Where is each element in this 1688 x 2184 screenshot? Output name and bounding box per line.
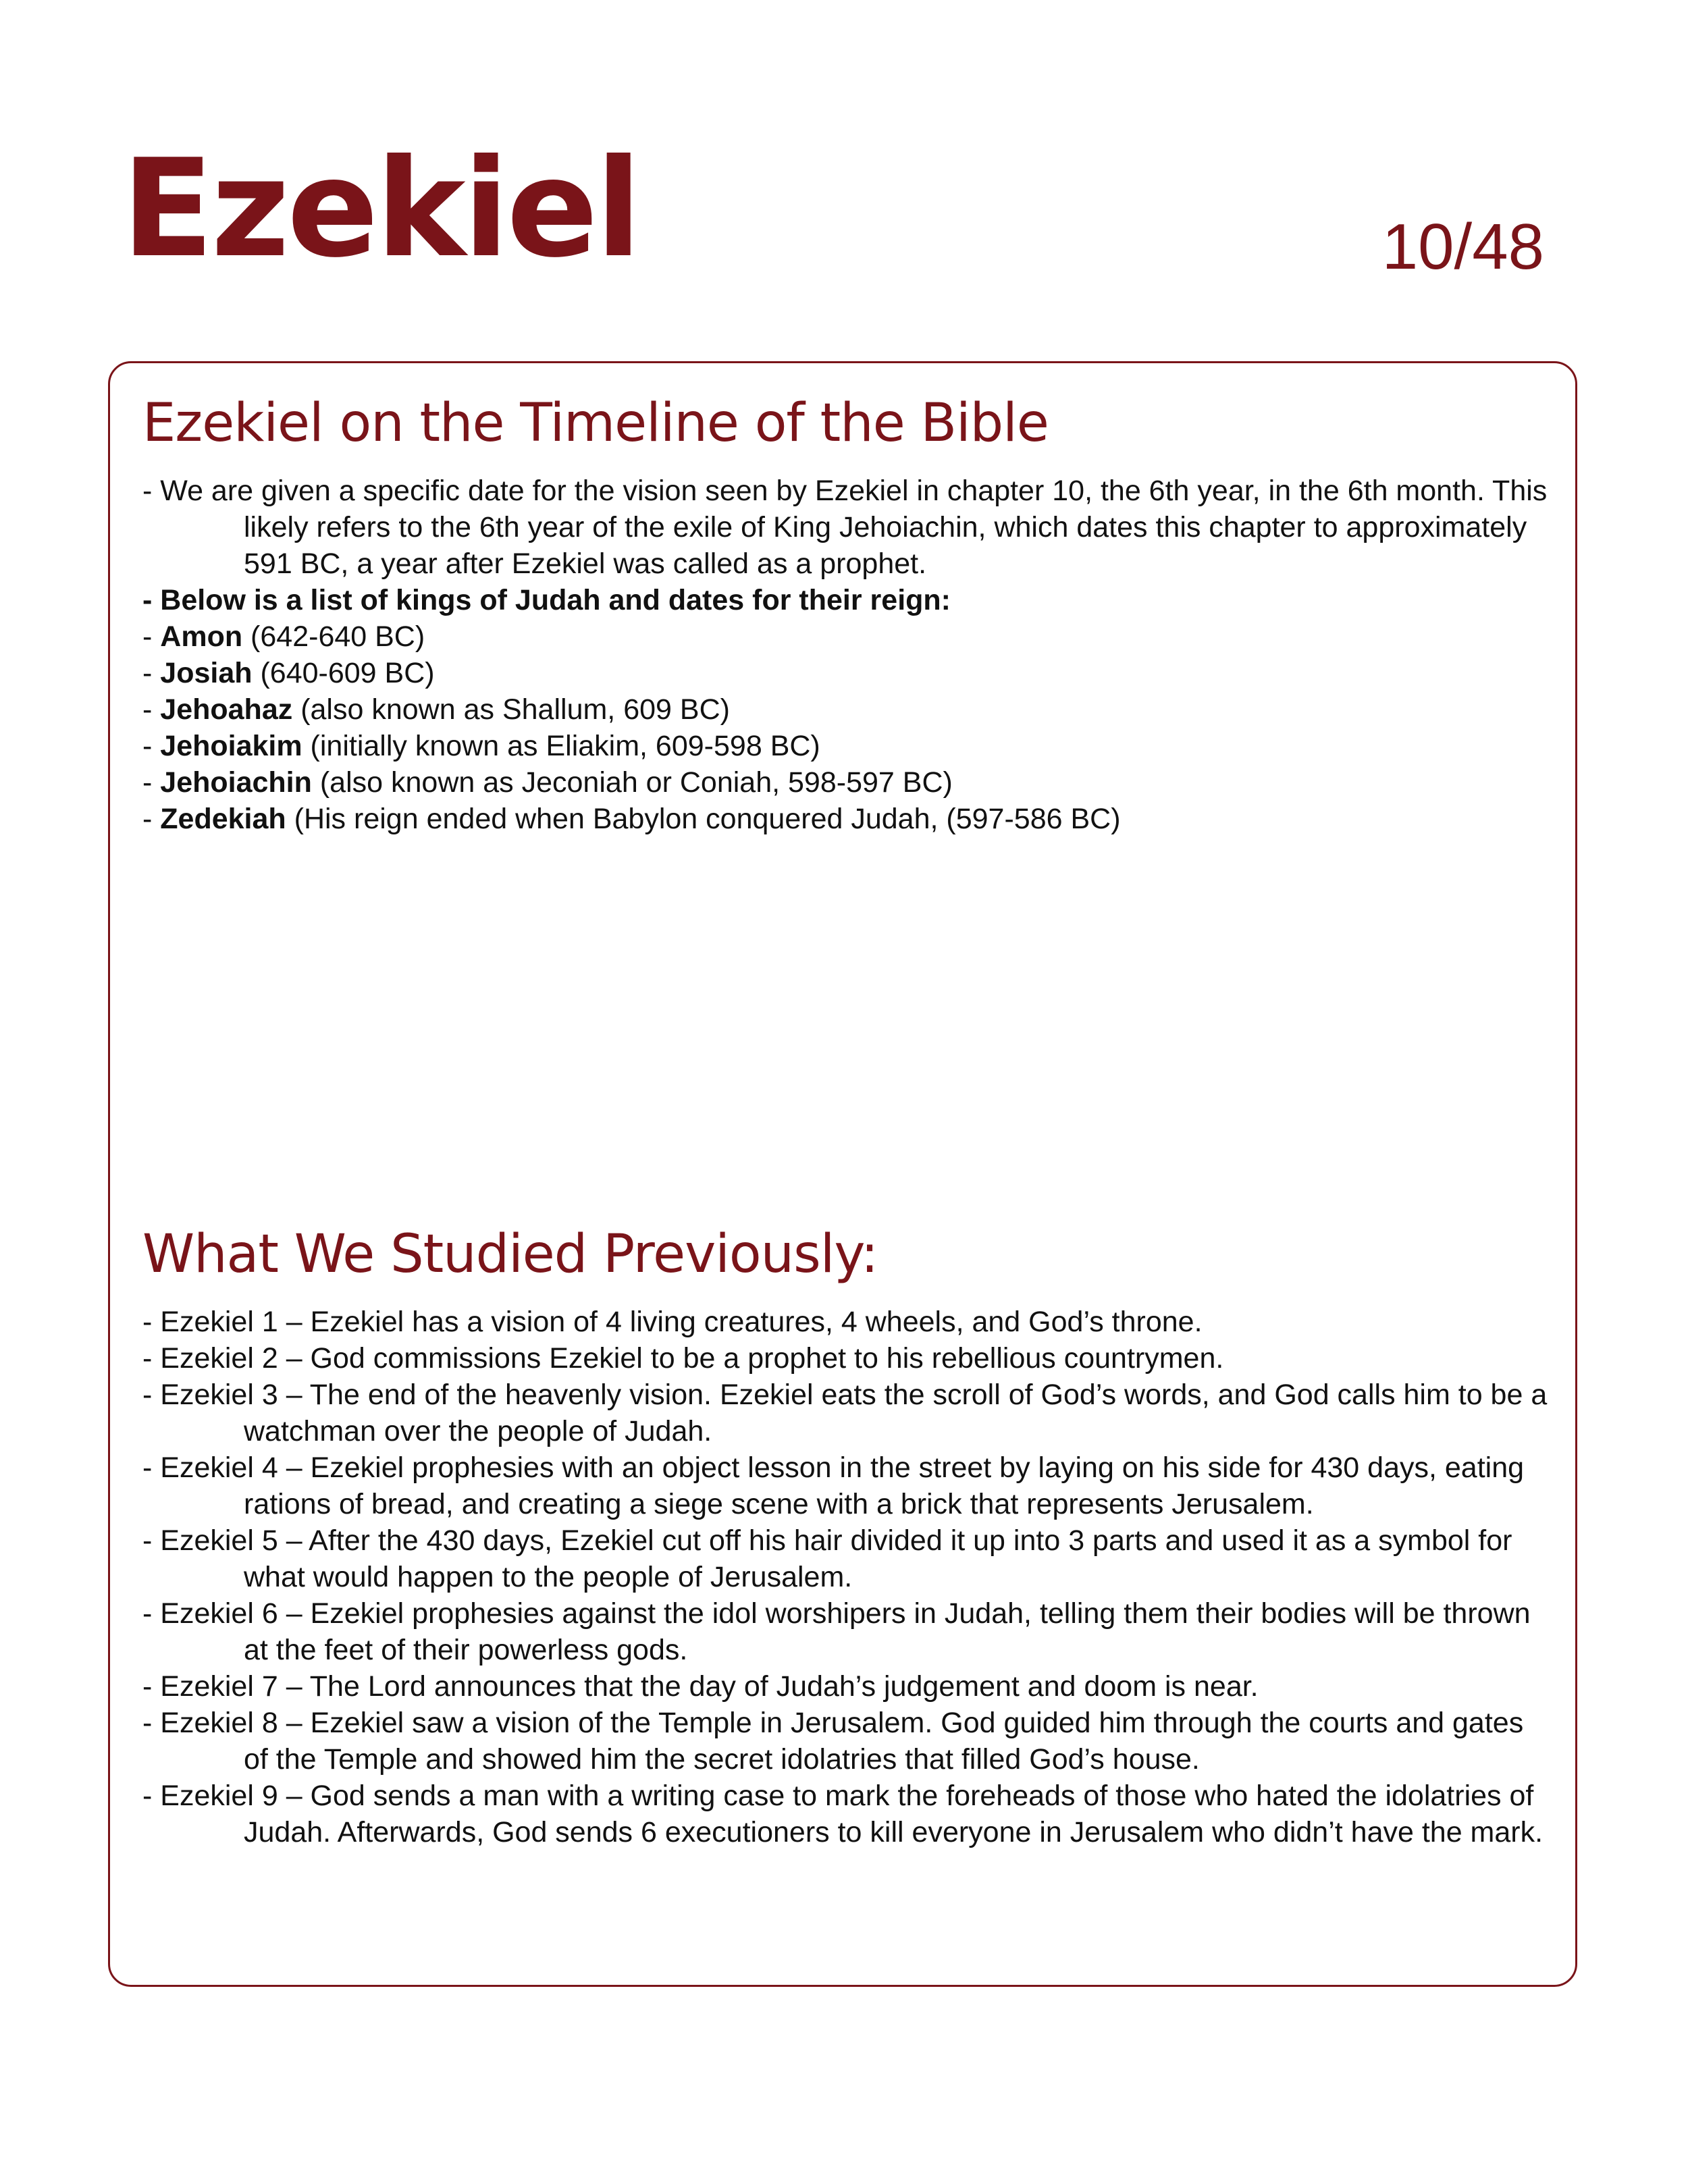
- king-name: Amon: [160, 620, 243, 653]
- king-detail: (640-609 BC): [252, 657, 435, 689]
- king-name: Jehoahaz: [160, 693, 293, 726]
- previous-item: - Ezekiel 9 – God sends a man with a writing case to mark the foreheads of those who hated the idolatries of Judah. Afterwards, God sends 6 executioners to kill everyone in Jerusalem who didn’t have the mark.: [142, 1780, 1544, 1848]
- king-detail: (initially known as Eliakim, 609-598 BC): [302, 730, 820, 762]
- king-prefix: -: [142, 657, 161, 689]
- previous-item: - Ezekiel 6 – Ezekiel prophesies against the idol worshipers in Judah, telling them their bodies will be thrown at the feet of their powerless gods.: [142, 1597, 1531, 1666]
- page-title: Ezekiel: [122, 130, 639, 288]
- previous-item: - Ezekiel 3 – The end of the heavenly vision. Ezekiel eats the scroll of God’s words, and God calls him to be a watchman over the people of Judah.: [142, 1379, 1548, 1447]
- previous-section: [142, 1217, 1548, 1850]
- content-box: [108, 361, 1577, 1987]
- king-item: [142, 691, 1548, 728]
- king-name: Jehoiakim: [160, 730, 302, 762]
- timeline-heading: Ezekiel on the Timeline of the Bible: [142, 393, 1049, 454]
- king-item: [142, 801, 1548, 837]
- previous-item: - Ezekiel 8 – Ezekiel saw a vision of the Temple in Jerusalem. God guided him through the courts and gates of the Temple and showed him the secret idolatries that filled God’s house.: [142, 1707, 1524, 1776]
- previous-item: - Ezekiel 5 – After the 430 days, Ezekiel cut off his hair divided it up into 3 parts and used it as a symbol for what would happen to the people of Jerusalem.: [142, 1524, 1512, 1593]
- king-name: Zedekiah: [160, 803, 286, 835]
- king-item: [142, 655, 1548, 691]
- kings-list-heading: - Below is a list of kings of Judah and dates for their reign:: [142, 584, 951, 616]
- king-prefix: -: [142, 620, 161, 653]
- king-item: [142, 764, 1548, 801]
- timeline-section: [142, 386, 1548, 837]
- king-detail: (also known as Shallum, 609 BC): [292, 693, 730, 726]
- king-detail: (also known as Jeconiah or Coniah, 598-597 BC): [311, 766, 953, 799]
- timeline-intro: - We are given a specific date for the vision seen by Ezekiel in chapter 10, the 6th year, in the 6th month. This likely refers to the 6th year of the exile of King Jehoiachin, which dates this chapter to approximately 591 BC, a year after Ezekiel was called as a prophet.: [142, 475, 1548, 580]
- king-prefix: -: [142, 803, 161, 835]
- previous-heading: What We Studied Previously:: [142, 1224, 878, 1285]
- timeline-list: [142, 473, 1548, 837]
- king-detail: (642-640 BC): [242, 620, 425, 653]
- king-name: Jehoiachin: [160, 766, 312, 799]
- king-name: Josiah: [160, 657, 253, 689]
- king-prefix: -: [142, 693, 161, 726]
- king-prefix: -: [142, 730, 161, 762]
- previous-item: - Ezekiel 1 – Ezekiel has a vision of 4 living creatures, 4 wheels, and God’s throne.: [142, 1306, 1203, 1338]
- king-item: [142, 618, 1548, 655]
- previous-item: - Ezekiel 7 – The Lord announces that the day of Judah’s judgement and doom is near.: [142, 1670, 1259, 1703]
- king-prefix: -: [142, 766, 161, 799]
- page-number: 10/48: [1381, 211, 1544, 283]
- previous-list: [142, 1304, 1548, 1850]
- previous-item: - Ezekiel 4 – Ezekiel prophesies with an object lesson in the street by laying on his side for 430 days, eating rations of bread, and creating a siege scene with a brick that represents Jerusalem.: [142, 1451, 1525, 1520]
- king-detail: (His reign ended when Babylon conquered Judah, (597-586 BC): [286, 803, 1121, 835]
- king-item: [142, 728, 1548, 764]
- previous-item: - Ezekiel 2 – God commissions Ezekiel to be a prophet to his rebellious countrymen.: [142, 1342, 1224, 1375]
